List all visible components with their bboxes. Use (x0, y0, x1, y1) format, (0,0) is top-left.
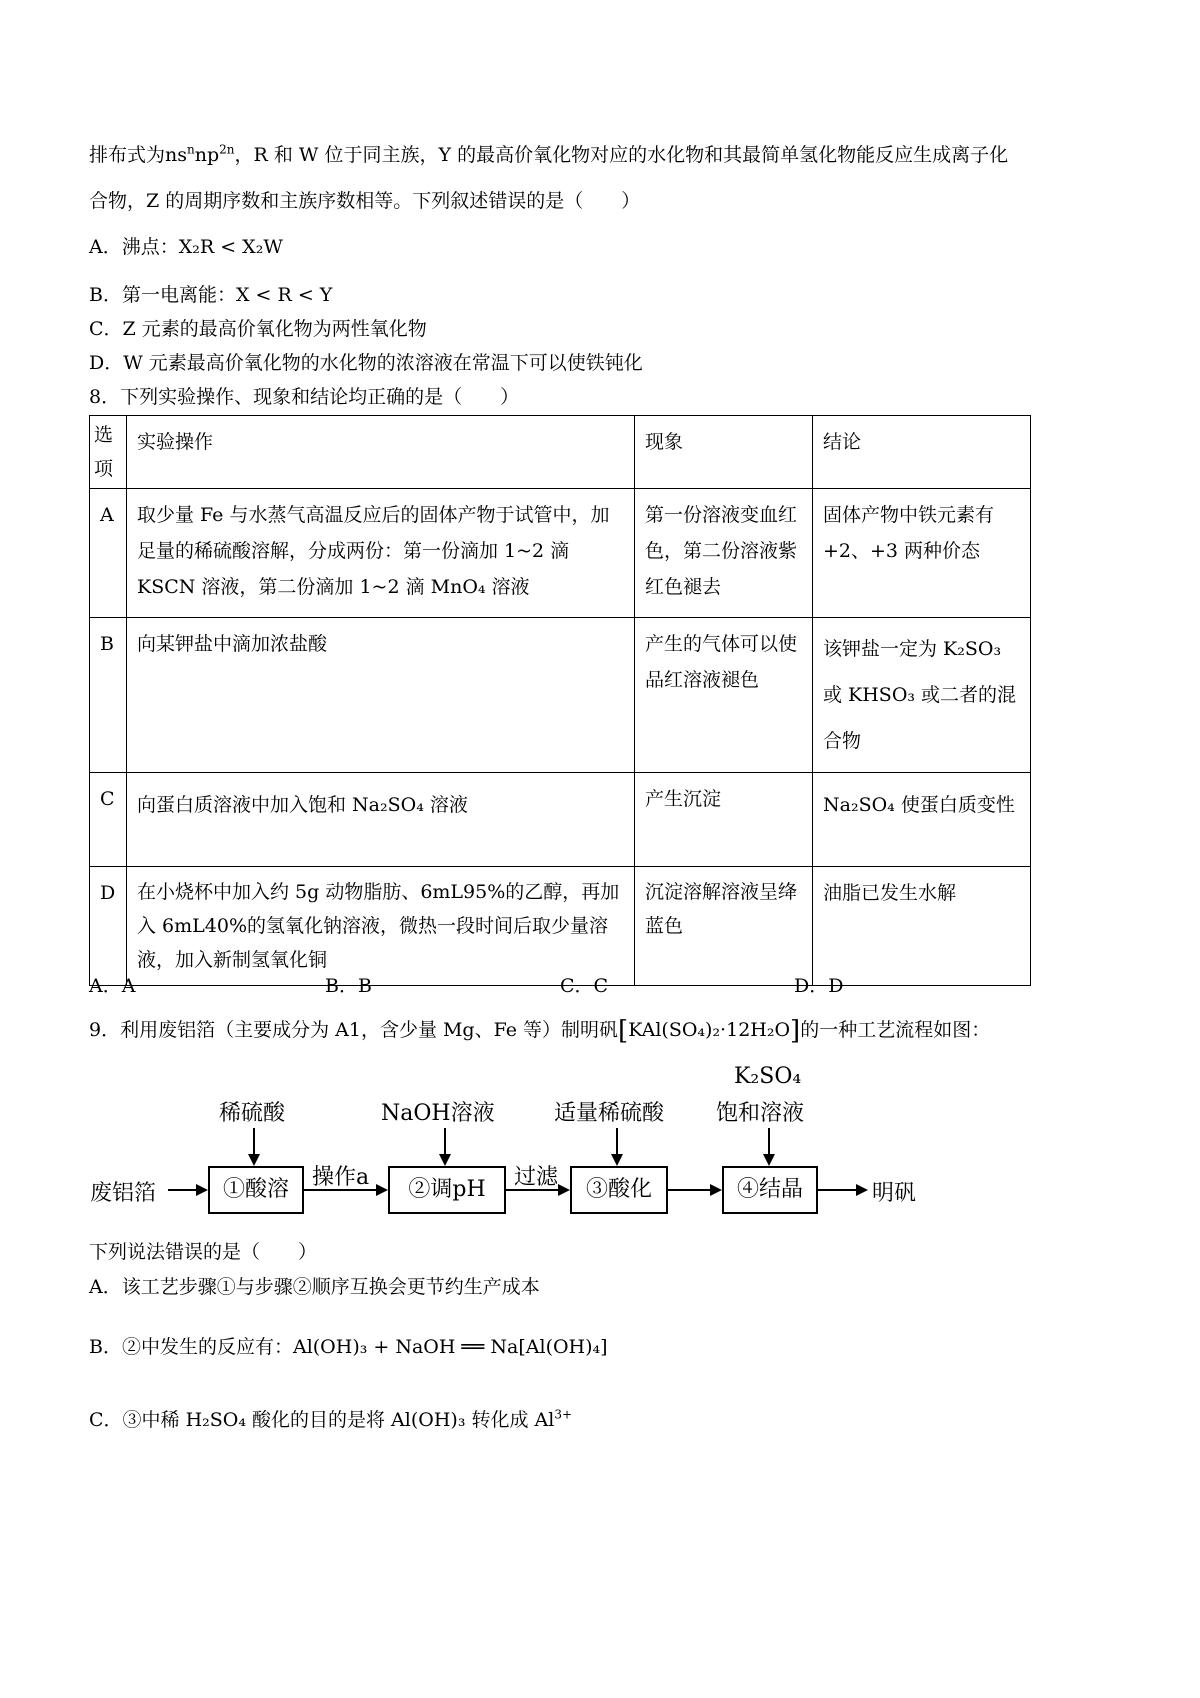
q7-option-a-label: A．沸点： (89, 236, 179, 258)
row-operation: 在小烧杯中加入约 5g 动物脂肪、6mL95%的乙醇，再加入 6mL40%的氢氧化钠溶液，微热一段时间后取少量溶液，加入新制氢氧化铜 (127, 867, 635, 986)
row-conclusion: 油脂已发生水解 (813, 867, 1031, 986)
row-option: B (90, 618, 127, 773)
q9-option-c-label: C．③中稀 H₂SO₄ 酸化的目的是将 Al(OH)₃ 转化成 Al (89, 1409, 555, 1431)
flow-step-crystallize: ④结晶 (722, 1166, 818, 1214)
table-row (90, 773, 1031, 867)
arrow-right-icon (302, 1189, 386, 1191)
row-conclusion: 该钾盐一定为 K₂SO₃ 或 KHSO₃ 或二者的混合物 (813, 618, 1031, 773)
table-header-row (90, 416, 1031, 489)
table-row (90, 489, 1031, 618)
header-phenomenon: 现象 (635, 416, 813, 489)
q9-option-b-label: B．②中发生的反应有： (89, 1336, 293, 1358)
arrow-right-icon (504, 1189, 568, 1191)
q7-option-a-formula: X₂R < X₂W (178, 236, 283, 258)
row-phenomenon: 产生的气体可以使品红溶液褪色 (635, 618, 813, 773)
q7-sup-n: n (187, 142, 195, 157)
table-row (90, 867, 1031, 986)
q9-question: 下列说法错误的是（ ） (89, 1241, 318, 1263)
flow-start: 废铝箔 (90, 1181, 157, 1206)
q7-sup-2n: 2n (219, 142, 235, 157)
row-phenomenon: 沉淀溶解溶液呈绛蓝色 (635, 867, 813, 986)
arrow-down-icon (444, 1128, 446, 1164)
q8-answer-a: A．A (89, 975, 136, 997)
header-operation: 实验操作 (127, 416, 635, 489)
arrow-right-icon (666, 1189, 720, 1191)
q8-answer-d: D．D (794, 975, 844, 997)
q7-option-b-label: B．第一电离能： (89, 284, 236, 306)
flow-input-naoh: NaOH溶液 (381, 1101, 495, 1126)
header-conclusion: 结论 (813, 416, 1031, 489)
q7-stem-line1 (89, 140, 1008, 167)
flow-step-acid-dissolve: ①酸溶 (208, 1166, 304, 1214)
q7-option-c: C．Z 元素的最高价氧化物为两性氧化物 (89, 318, 427, 340)
flow-input-k2so4: K₂SO₄ (734, 1064, 802, 1089)
table-row (90, 618, 1031, 773)
q7-stem-line2: 合物，Z 的周期序数和主族序数相等。下列叙述错误的是（ ） (89, 190, 641, 212)
q8-answer-b: B．B (325, 975, 372, 997)
arrow-down-icon (768, 1128, 770, 1164)
q9-option-c (89, 1405, 572, 1432)
header-option: 选项 (90, 416, 127, 489)
q9-stem: 9．利用废铝箔（主要成分为 A1，含少量 Mg、Fe 等）制明矾[KAl(SO₄)₂·12H₂O]的一种工艺流程如图： (89, 1016, 991, 1046)
q8-table (89, 415, 1031, 986)
row-option: D (90, 867, 127, 986)
row-operation: 取少量 Fe 与水蒸气高温反应后的固体产物于试管中，加足量的稀硫酸溶解，分成两份：第一份滴加 1~2 滴 KSCN 溶液，第二份滴加 1~2 滴 MnO₄ 溶液 (127, 489, 635, 618)
q7-formula-ns: ns (165, 144, 188, 166)
arrow-down-icon (616, 1128, 618, 1164)
q9-stem-text-b: 的一种工艺流程如图： (800, 1019, 991, 1041)
q7-formula-np: np (194, 144, 220, 166)
flow-end: 明矾 (872, 1181, 917, 1206)
flow-step-acidify: ③酸化 (570, 1166, 668, 1214)
q7-option-a (89, 232, 283, 259)
q9-stem-text-a: 9．利用废铝箔（主要成分为 A1，含少量 Mg、Fe 等）制明矾 (89, 1019, 619, 1041)
flow-link-filter: 过滤 (514, 1165, 559, 1190)
q9-option-c-sup: 3+ (554, 1407, 573, 1422)
q8-answer-c: C．C (560, 975, 609, 997)
q7-option-d: D．W 元素最高价氧化物的水化物的浓溶液在常温下可以使铁钝化 (89, 352, 643, 374)
q7-option-b-formula: X < R < Y (235, 284, 333, 306)
flow-input-appropriate-sulfuric: 适量稀硫酸 (554, 1101, 665, 1126)
row-operation: 向某钾盐中滴加浓盐酸 (127, 618, 635, 773)
flow-step-adjust-ph: ②调pH (388, 1166, 506, 1214)
q9-option-a: A．该工艺步骤①与步骤②顺序互换会更节约生产成本 (89, 1276, 540, 1298)
q9-option-b (89, 1332, 608, 1359)
arrow-right-icon (168, 1189, 206, 1191)
q9-option-b-formula: Al(OH)₃ + NaOH ══ Na[Al(OH)₄] (292, 1336, 608, 1358)
row-operation: 向蛋白质溶液中加入饱和 Na₂SO₄ 溶液 (127, 773, 635, 867)
q7-stem-text-a: 排布式为 (89, 144, 166, 166)
row-phenomenon: 产生沉淀 (635, 773, 813, 867)
row-option: C (90, 773, 127, 867)
flow-link-operation-a: 操作a (312, 1165, 370, 1190)
row-conclusion: 固体产物中铁元素有+2、+3 两种价态 (813, 489, 1031, 618)
q7-option-b (89, 280, 332, 307)
arrow-down-icon (253, 1128, 255, 1164)
row-phenomenon: 第一份溶液变血红色，第二份溶液紫红色褪去 (635, 489, 813, 618)
q9-stem-formula: KAl(SO₄)₂·12H₂O (628, 1019, 791, 1041)
flow-input-dilute-sulfuric: 稀硫酸 (219, 1101, 286, 1126)
row-conclusion: Na₂SO₄ 使蛋白质变性 (813, 773, 1031, 867)
flow-input-saturated-solution: 饱和溶液 (716, 1101, 805, 1126)
q8-stem: 8．下列实验操作、现象和结论均正确的是（ ） (89, 386, 520, 408)
row-option: A (90, 489, 127, 618)
q7-stem-text-b: ，R 和 W 位于同主族，Y 的最高价氧化物对应的水化物和其最简单氢化物能反应生成离子化 (234, 144, 1009, 166)
arrow-right-icon (816, 1189, 866, 1191)
